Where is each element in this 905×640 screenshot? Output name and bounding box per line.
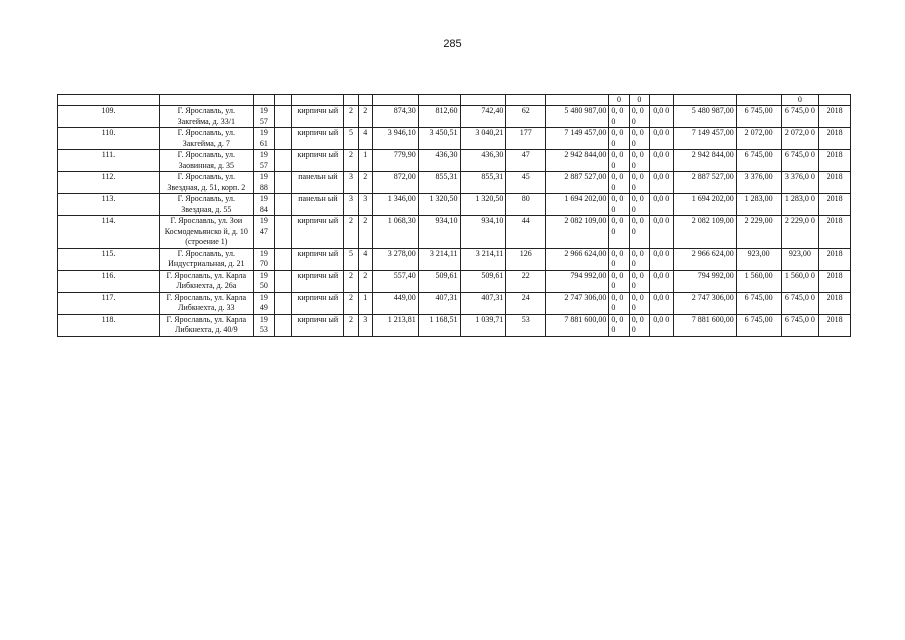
cell-address: Г. Ярославль, ул. Зои Космодемьянско й, д. 10 (строение 1) xyxy=(159,216,253,249)
cell-year-plan: 2018 xyxy=(819,314,851,336)
cell-floors: 2 xyxy=(344,292,358,314)
cell-area-total: 1 213,81 xyxy=(372,314,418,336)
cell-empty xyxy=(275,248,292,270)
cell-f1: 0, 0 0 xyxy=(609,292,629,314)
cell-cost-total: 7 881 600,00 xyxy=(546,314,609,336)
cell-f1: 0, 0 0 xyxy=(609,150,629,172)
cell-area-total: 779,90 xyxy=(372,150,418,172)
cell-entrances: 2 xyxy=(358,216,372,249)
cell-area-living: 812,60 xyxy=(418,106,460,128)
cell-f3: 0,0 0 xyxy=(650,292,673,314)
cell-f3: 0,0 0 xyxy=(650,270,673,292)
cell-residents: 62 xyxy=(506,106,546,128)
cell-address: Г. Ярославль, ул. Закгейма, д. 33/1 xyxy=(159,106,253,128)
cell-address: Г. Ярославль, ул. Карла Либкнехта, д. 33 xyxy=(159,292,253,314)
cell-area-residential: 855,31 xyxy=(460,172,506,194)
housing-register-table xyxy=(57,94,851,337)
cell-f4: 794 992,00 xyxy=(673,270,736,292)
cell-area-living: 934,10 xyxy=(418,216,460,249)
cell-floors: 2 xyxy=(344,106,358,128)
cell-f4: 2 966 624,00 xyxy=(673,248,736,270)
cell-f2: 0, 0 0 xyxy=(629,128,649,150)
cell-area-residential: 1 039,71 xyxy=(460,314,506,336)
cell-year: 19 50 xyxy=(253,270,274,292)
cell-area-living: 436,30 xyxy=(418,150,460,172)
cell-area-residential: 407,31 xyxy=(460,292,506,314)
cell-cost-total: 2 966 624,00 xyxy=(546,248,609,270)
cell-f6: 6 745,0 0 xyxy=(781,292,819,314)
cell-floors: 2 xyxy=(344,150,358,172)
cell-area-total: 1 068,30 xyxy=(372,216,418,249)
cell: 0 xyxy=(629,95,649,106)
cell-num: 112. xyxy=(58,172,160,194)
table-row xyxy=(58,292,851,314)
cell-f6: 6 745,0 0 xyxy=(781,314,819,336)
cell-empty xyxy=(275,172,292,194)
table-row xyxy=(58,248,851,270)
cell-f2: 0, 0 0 xyxy=(629,292,649,314)
cell-empty xyxy=(275,106,292,128)
cell-address: Г. Ярославль, ул. Карла Либкнехта, д. 40/9 xyxy=(159,314,253,336)
cell-material: кирпичн ый xyxy=(292,150,344,172)
cell-address: Г. Ярославль, ул. Индустриальная, д. 21 xyxy=(159,248,253,270)
cell-entrances: 4 xyxy=(358,128,372,150)
cell-f2: 0, 0 0 xyxy=(629,248,649,270)
cell: 0 xyxy=(609,95,629,106)
cell-f5: 6 745,00 xyxy=(736,314,781,336)
cell-f6: 2 072,0 0 xyxy=(781,128,819,150)
cell-cost-total: 2 887 527,00 xyxy=(546,172,609,194)
cell-material: кирпичн ый xyxy=(292,128,344,150)
cell-num: 115. xyxy=(58,248,160,270)
cell-f4: 1 694 202,00 xyxy=(673,194,736,216)
cell-area-living: 855,31 xyxy=(418,172,460,194)
cell-f5: 1 283,00 xyxy=(736,194,781,216)
cell-residents: 53 xyxy=(506,314,546,336)
cell-material: кирпичн ый xyxy=(292,216,344,249)
cell-area-living: 3 214,11 xyxy=(418,248,460,270)
cell-f5: 2 229,00 xyxy=(736,216,781,249)
cell-floors: 5 xyxy=(344,128,358,150)
cell-cost-total: 7 149 457,00 xyxy=(546,128,609,150)
cell-entrances: 3 xyxy=(358,194,372,216)
cell-f5: 923,00 xyxy=(736,248,781,270)
cell-entrances: 2 xyxy=(358,270,372,292)
cell-address: Г. Ярославль, ул. Звездная, д. 55 xyxy=(159,194,253,216)
cell-empty xyxy=(275,314,292,336)
cell-area-residential: 3 214,11 xyxy=(460,248,506,270)
cell-year: 19 84 xyxy=(253,194,274,216)
cell-residents: 22 xyxy=(506,270,546,292)
cell-f1: 0, 0 0 xyxy=(609,248,629,270)
table-row xyxy=(58,314,851,336)
cell-area-residential: 934,10 xyxy=(460,216,506,249)
cell-f3: 0,0 0 xyxy=(650,106,673,128)
table-row xyxy=(58,194,851,216)
cell-f3: 0,0 0 xyxy=(650,194,673,216)
cell-f6: 3 376,0 0 xyxy=(781,172,819,194)
cell-f4: 2 942 844,00 xyxy=(673,150,736,172)
page-number: 285 xyxy=(443,38,462,50)
cell-address: Г. Ярославль, ул. Карла Либкнехта, д. 26а xyxy=(159,270,253,292)
cell-year-plan: 2018 xyxy=(819,248,851,270)
cell-empty xyxy=(275,270,292,292)
cell-year-plan: 2018 xyxy=(819,172,851,194)
cell-f4: 2 747 306,00 xyxy=(673,292,736,314)
cell-f5: 1 560,00 xyxy=(736,270,781,292)
cell-f2: 0, 0 0 xyxy=(629,150,649,172)
cell-num: 117. xyxy=(58,292,160,314)
cell-num: 118. xyxy=(58,314,160,336)
cell-num: 110. xyxy=(58,128,160,150)
cell-num: 109. xyxy=(58,106,160,128)
table-row xyxy=(58,172,851,194)
cell-residents: 80 xyxy=(506,194,546,216)
cell-year-plan: 2018 xyxy=(819,216,851,249)
cell-residents: 24 xyxy=(506,292,546,314)
cell-f2: 0, 0 0 xyxy=(629,194,649,216)
cell-material: кирпичн ый xyxy=(292,270,344,292)
cell-floors: 2 xyxy=(344,314,358,336)
cell-area-residential: 742,40 xyxy=(460,106,506,128)
cell-num: 116. xyxy=(58,270,160,292)
cell-f4: 2 887 527,00 xyxy=(673,172,736,194)
cell-area-residential: 509,61 xyxy=(460,270,506,292)
cell-f6: 1 560,0 0 xyxy=(781,270,819,292)
cell-cost-total: 2 942 844,00 xyxy=(546,150,609,172)
cell-entrances: 1 xyxy=(358,150,372,172)
cell-area-residential: 3 040,21 xyxy=(460,128,506,150)
cell-area-total: 872,00 xyxy=(372,172,418,194)
cell-address: Г. Ярославль, ул. Заовинная, д. 35 xyxy=(159,150,253,172)
cell-cost-total: 794 992,00 xyxy=(546,270,609,292)
cell-f6: 6 745,0 0 xyxy=(781,150,819,172)
cell-area-total: 1 346,00 xyxy=(372,194,418,216)
cell-floors: 5 xyxy=(344,248,358,270)
cell-f4: 2 082 109,00 xyxy=(673,216,736,249)
table-row xyxy=(58,270,851,292)
cell-area-total: 3 278,00 xyxy=(372,248,418,270)
cell-year: 19 88 xyxy=(253,172,274,194)
cell-residents: 47 xyxy=(506,150,546,172)
cell-f6: 1 283,0 0 xyxy=(781,194,819,216)
cell-year: 19 49 xyxy=(253,292,274,314)
cell-num: 111. xyxy=(58,150,160,172)
cell-material: панельн ый xyxy=(292,194,344,216)
cell-f1: 0, 0 0 xyxy=(609,314,629,336)
cell-year: 19 53 xyxy=(253,314,274,336)
cell-area-living: 1 168,51 xyxy=(418,314,460,336)
cell-empty xyxy=(275,292,292,314)
cell-f5: 3 376,00 xyxy=(736,172,781,194)
cell-f2: 0, 0 0 xyxy=(629,270,649,292)
cell-year-plan: 2018 xyxy=(819,292,851,314)
cell-f3: 0,0 0 xyxy=(650,314,673,336)
cell-cost-total: 5 480 987,00 xyxy=(546,106,609,128)
cell-f5: 2 072,00 xyxy=(736,128,781,150)
cell-f2: 0, 0 0 xyxy=(629,314,649,336)
cell-f3: 0,0 0 xyxy=(650,150,673,172)
cell-f1: 0, 0 0 xyxy=(609,106,629,128)
cell-area-living: 1 320,50 xyxy=(418,194,460,216)
cell-f1: 0, 0 0 xyxy=(609,194,629,216)
cell-year-plan: 2018 xyxy=(819,194,851,216)
cell-f2: 0, 0 0 xyxy=(629,216,649,249)
cell-f1: 0, 0 0 xyxy=(609,172,629,194)
cell-area-residential: 436,30 xyxy=(460,150,506,172)
cell-f4: 7 149 457,00 xyxy=(673,128,736,150)
cell-area-living: 3 450,51 xyxy=(418,128,460,150)
table-row xyxy=(58,106,851,128)
cell-empty xyxy=(275,216,292,249)
cell-f2: 0, 0 0 xyxy=(629,106,649,128)
cell-cost-total: 2 747 306,00 xyxy=(546,292,609,314)
cell-f4: 7 881 600,00 xyxy=(673,314,736,336)
cell-f3: 0,0 0 xyxy=(650,128,673,150)
cell-entrances: 2 xyxy=(358,172,372,194)
cell-area-total: 557,40 xyxy=(372,270,418,292)
cell-area-residential: 1 320,50 xyxy=(460,194,506,216)
cell-f5: 6 745,00 xyxy=(736,292,781,314)
cell-f3: 0,0 0 xyxy=(650,248,673,270)
cell-residents: 126 xyxy=(506,248,546,270)
cell-empty xyxy=(275,150,292,172)
cell-material: кирпичн ый xyxy=(292,248,344,270)
cell-f6: 6 745,0 0 xyxy=(781,106,819,128)
cell-f1: 0, 0 0 xyxy=(609,270,629,292)
cell-f5: 6 745,00 xyxy=(736,106,781,128)
cell-year-plan: 2018 xyxy=(819,128,851,150)
cell-entrances: 4 xyxy=(358,248,372,270)
cell-material: кирпичн ый xyxy=(292,314,344,336)
cell-empty xyxy=(275,128,292,150)
cell-material: кирпичн ый xyxy=(292,106,344,128)
cell-year: 19 70 xyxy=(253,248,274,270)
table-row xyxy=(58,128,851,150)
cell-floors: 2 xyxy=(344,270,358,292)
cell-address: Г. Ярославль, ул. Звездная, д. 51, корп. 2 xyxy=(159,172,253,194)
cell-f4: 5 480 987,00 xyxy=(673,106,736,128)
cell-num: 113. xyxy=(58,194,160,216)
cell-year: 19 61 xyxy=(253,128,274,150)
cell-material: панельн ый xyxy=(292,172,344,194)
cell-f3: 0,0 0 xyxy=(650,172,673,194)
cell-year: 19 57 xyxy=(253,150,274,172)
cell-entrances: 3 xyxy=(358,314,372,336)
cell-f2: 0, 0 0 xyxy=(629,172,649,194)
cell-area-total: 449,00 xyxy=(372,292,418,314)
cell-empty xyxy=(275,194,292,216)
cell: 0 xyxy=(781,95,819,106)
cell-year: 19 47 xyxy=(253,216,274,249)
cell-f3: 0,0 0 xyxy=(650,216,673,249)
table-row xyxy=(58,150,851,172)
cell-residents: 45 xyxy=(506,172,546,194)
cell-year-plan: 2018 xyxy=(819,150,851,172)
cell-f5: 6 745,00 xyxy=(736,150,781,172)
cell-num: 114. xyxy=(58,216,160,249)
cell-area-total: 874,30 xyxy=(372,106,418,128)
cell-floors: 2 xyxy=(344,216,358,249)
continuation-row xyxy=(58,95,851,106)
cell-area-living: 509,61 xyxy=(418,270,460,292)
cell-residents: 177 xyxy=(506,128,546,150)
cell-material: кирпичн ый xyxy=(292,292,344,314)
cell-floors: 3 xyxy=(344,172,358,194)
cell-f6: 923,00 xyxy=(781,248,819,270)
cell-entrances: 1 xyxy=(358,292,372,314)
cell-year: 19 57 xyxy=(253,106,274,128)
cell-address: Г. Ярославль, ул. Закгейма, д. 7 xyxy=(159,128,253,150)
cell-entrances: 2 xyxy=(358,106,372,128)
cell-year-plan: 2018 xyxy=(819,270,851,292)
cell-cost-total: 1 694 202,00 xyxy=(546,194,609,216)
cell-residents: 44 xyxy=(506,216,546,249)
cell-f1: 0, 0 0 xyxy=(609,128,629,150)
cell-year-plan: 2018 xyxy=(819,106,851,128)
cell-cost-total: 2 082 109,00 xyxy=(546,216,609,249)
table-row xyxy=(58,216,851,249)
cell-floors: 3 xyxy=(344,194,358,216)
cell-area-total: 3 946,10 xyxy=(372,128,418,150)
cell-f6: 2 229,0 0 xyxy=(781,216,819,249)
cell-area-living: 407,31 xyxy=(418,292,460,314)
cell-f1: 0, 0 0 xyxy=(609,216,629,249)
